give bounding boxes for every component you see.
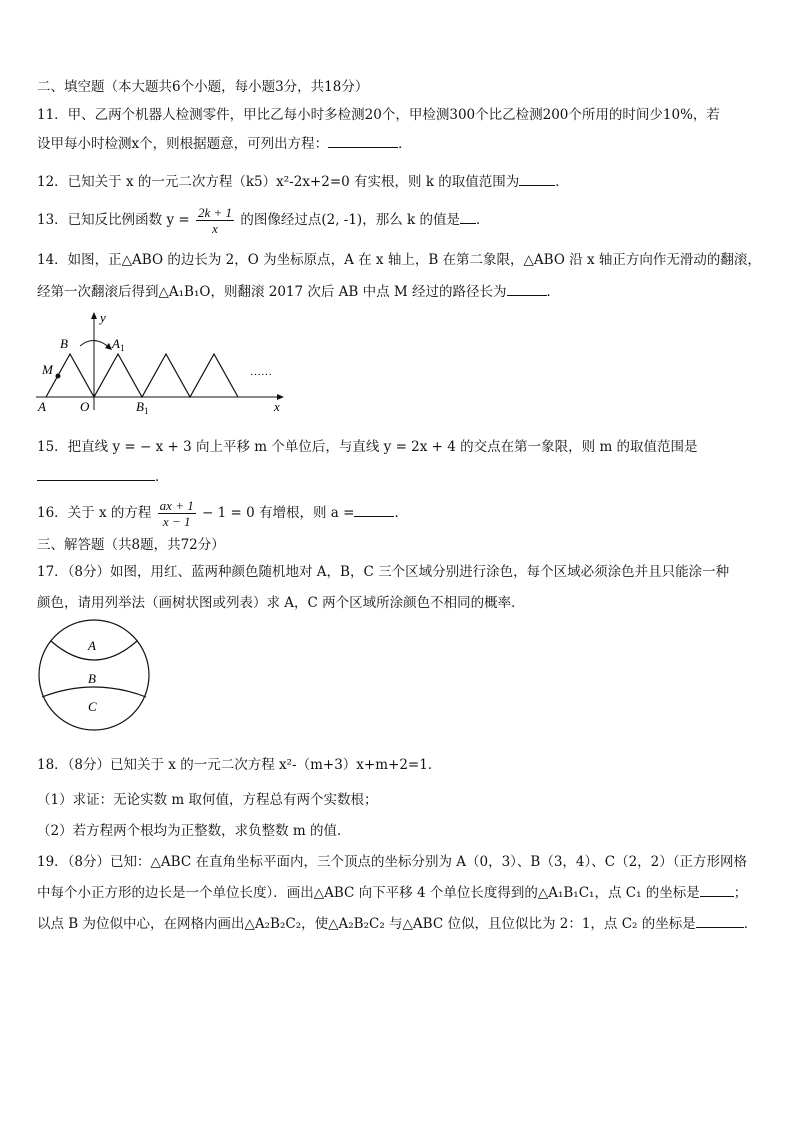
q13-line xyxy=(37,205,764,236)
q16-post: − 1 = 0 有增根，则 a = xyxy=(202,505,355,521)
section-2-header: 二、填空题（本大题共6个小题，每小题3分，共18分） xyxy=(37,79,369,95)
q17-line-2: 颜色，请用列举法（画树状图或列表）求 A，C 两个区域所涂颜色不相同的概率． xyxy=(37,595,525,611)
q13-answer-blank[interactable] xyxy=(460,211,476,224)
q14-line-1: 14．如图，正△ABO 的边长为 2，O 为坐标原点，A 在 x 轴上，B 在第二象限，△ABO 沿 x 轴正方向作无滑动的翻滚， xyxy=(37,252,761,268)
q14-label-x: x xyxy=(274,399,280,414)
q15-line-2 xyxy=(37,468,764,486)
q17-arc-lower xyxy=(42,687,146,697)
q15-line-1: 15．把直线 y = − x + 3 向上平移 m 个单位后，与直线 y = 2x + 4 的交点在第一象限，则 m 的取值范围是 xyxy=(37,439,698,455)
q14-y-axis-arrow xyxy=(91,312,97,319)
q11-line-1: 11．甲、乙两个机器人检测零件，甲比乙每小时多检测20个，甲检测300个比乙检测200个所用的时间少10%，若 xyxy=(37,107,720,123)
q14-label-b1: $B_1$ xyxy=(136,399,149,416)
q19-line-3-end: ． xyxy=(743,916,758,932)
q17-figure xyxy=(36,617,154,735)
q13-fraction xyxy=(196,205,234,236)
q13-fraction-numerator: 2k + 1 xyxy=(198,205,233,220)
q15-end: ． xyxy=(155,469,169,485)
q13-end: ． xyxy=(475,212,490,228)
q13-post: 的图像经过点(2, -1)，那么 k 的值是 xyxy=(240,212,460,228)
q14-line-2-text: 经第一次翻滚后得到△A₁B₁O，则翻滚 2017 次后 AB 中点 M 经过的路径长为 xyxy=(37,284,507,300)
q18-line-1: 18．（8分）已知关于 x 的一元二次方程 x²-（m+3）x+m+2=1． xyxy=(37,757,442,773)
q14-answer-blank[interactable] xyxy=(507,283,547,296)
q14-label-b: B xyxy=(60,336,68,351)
q19-c2-blank[interactable] xyxy=(696,915,744,928)
q16-fraction-denominator: x − 1 xyxy=(162,514,191,529)
q11-answer-blank[interactable] xyxy=(328,135,398,148)
q12-line xyxy=(37,173,764,191)
q13-pre: 13．已知反比例函数 y = xyxy=(37,212,190,228)
q14-figure xyxy=(34,310,292,416)
q19-c1-blank[interactable] xyxy=(700,884,734,897)
q15-answer-blank[interactable] xyxy=(37,468,155,481)
q16-pre: 16．关于 x 的方程 xyxy=(37,505,152,521)
q14-rotation-arrow xyxy=(80,340,110,348)
section-3-header: 三、解答题（共8题，共72分） xyxy=(37,537,225,553)
q19-line-3-text: 以点 B 为位似中心，在网格内画出△A₂B₂C₂，使△A₂B₂C₂ 与△ABC 位似，且位似比为 2：1，点 C₂ 的坐标是 xyxy=(37,916,696,932)
q19-line-1: 19．（8分）已知：△ABC 在直角坐标平面内，三个顶点的坐标分别为 A（0，3）、B（3，4）、C（2，2）（正方形网格 xyxy=(37,854,748,870)
q16-line xyxy=(37,496,764,530)
q19-line-2-text: 中每个小正方形的边长是一个单位长度）．画出△ABC 向下平移 4 个单位长度得到的△A₁B₁C₁，点 C₁ 的坐标是 xyxy=(37,885,700,901)
q12-answer-blank[interactable] xyxy=(519,173,555,186)
q14-label-o: O xyxy=(80,399,90,414)
q16-fraction-numerator: ax + 1 xyxy=(159,498,194,513)
q14-label-a1: $A_1$ xyxy=(112,336,125,353)
q19-line-3 xyxy=(37,915,764,933)
q11-line-2 xyxy=(37,135,764,153)
q17-label-a: A xyxy=(88,638,96,653)
q16-fraction xyxy=(158,498,196,529)
q14-rotation-arrowhead xyxy=(105,343,112,350)
q11-end: ． xyxy=(398,136,412,152)
q14-label-a: A xyxy=(38,399,46,414)
q18-line-2: （1）求证：无论实数 m 取何值，方程总有两个实数根； xyxy=(37,792,378,808)
q12-end: ． xyxy=(555,174,569,190)
q18-line-3: （2）若方程两个根均为正整数，求负整数 m 的值． xyxy=(37,823,351,839)
q12-text: 12．已知关于 x 的一元二次方程（k5）x²-2x+2=0 有实根，则 k 的取值范围为 xyxy=(37,174,520,190)
q14-triangle-chain xyxy=(46,354,238,397)
q19-line-2 xyxy=(37,884,764,902)
q16-answer-blank[interactable] xyxy=(354,504,394,517)
q16-end: ． xyxy=(394,505,408,521)
q14-end: ． xyxy=(546,284,561,300)
q14-point-m xyxy=(56,374,61,379)
q17-label-c: C xyxy=(88,699,97,714)
q13-fraction-denominator: x xyxy=(212,221,218,236)
q14-line-2 xyxy=(37,283,764,301)
q17-label-b: B xyxy=(88,671,96,686)
q11-line-2-text: 设甲每小时检测x个，则根据题意，可列出方程： xyxy=(37,136,329,152)
q14-label-m: M xyxy=(42,362,53,377)
q14-label-y: y xyxy=(100,310,106,325)
q17-line-1: 17．（8分）如图，用红、蓝两种颜色随机地对 A，B，C 三个区域分别进行涂色，每个区域必须涂色并且只能涂一种 xyxy=(37,564,730,580)
q19-line-2-end: ； xyxy=(733,885,748,901)
q14-label-dots: …… xyxy=(250,366,272,378)
